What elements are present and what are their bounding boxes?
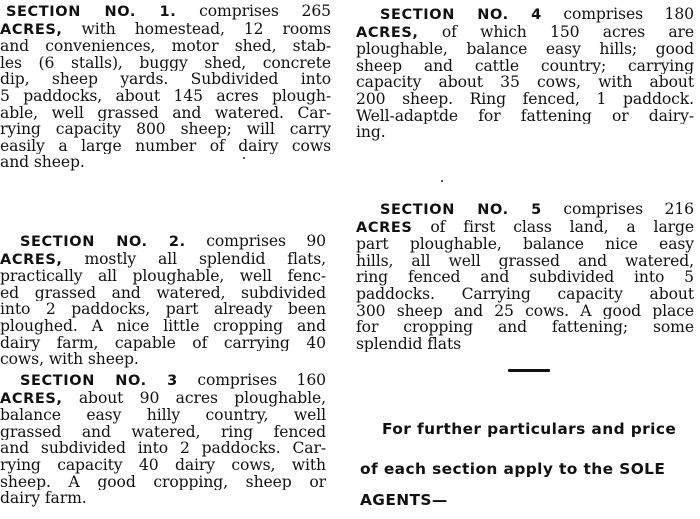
section-2-line-8: cows, with sheep.: [0, 351, 139, 368]
section-2-line-7: dairy farm, capable of carrying 40: [0, 334, 326, 352]
section-4-line-1: SECTION NO. 4 comprises 180: [380, 6, 694, 23]
section-2-line-5: into 2 paddocks, part already been: [0, 301, 326, 318]
section-3-line-3: balance easy hilly country, well: [0, 407, 326, 424]
divider-rule: [508, 369, 550, 372]
section-5-line-2: ACRES of first class land, a large: [356, 218, 694, 236]
section-2-line-3: practically all ploughable, well fenc-: [0, 268, 326, 285]
section-1-heading: SECTION NO. 1.: [6, 4, 177, 20]
section-4-line-8: ing.: [356, 124, 386, 141]
section-1-line-6: 5 paddocks, about 145 acres plough-: [0, 87, 331, 105]
section-1-line-3: and conveniences, motor shed, stab-: [0, 38, 331, 55]
section-5-line-7: 300 sheep and 25 cows. A good place: [356, 302, 694, 320]
section-3-line-7: sheep. A good cropping, sheep or: [0, 473, 326, 491]
section-5-line-1: SECTION NO. 5 comprises 216: [380, 201, 694, 218]
acres-label: ACRES,: [356, 24, 419, 41]
section-4-heading: SECTION NO. 4: [380, 7, 542, 23]
section-2-line-4: ed grassed and watered, subdivided: [0, 284, 326, 302]
section-1-line-9: easily a large number of dairy cows: [0, 137, 331, 155]
section-5-paragraph: [356, 201, 694, 352]
section-2-line-1: SECTION NO. 2. comprises 90: [20, 233, 326, 250]
section-5-line-4: hills, all well grassed and watered,: [356, 252, 694, 270]
section-4-line-4: sheep and cattle country; carrying: [356, 57, 694, 75]
section-3-line-5: and subdivided into 2 paddocks. Car-: [0, 440, 326, 457]
print-speck: [243, 157, 245, 159]
section-1-line-1: SECTION NO. 1. comprises 265: [6, 3, 331, 20]
section-3-heading: SECTION NO. 3: [20, 373, 178, 389]
footer-line-1: For further particulars and price: [382, 420, 677, 438]
section-4-line-2: ACRES, of which 150 acres are: [356, 23, 694, 41]
section-5-line-5: ring fenced and subdivided into 5: [356, 269, 694, 286]
section-2-heading: SECTION NO. 2.: [20, 234, 186, 250]
section-5-heading: SECTION NO. 5: [380, 202, 542, 218]
section-3-line-2: ACRES, about 90 acres ploughable,: [0, 389, 326, 407]
section-4-paragraph: [356, 6, 694, 141]
section-3-paragraph: [0, 372, 326, 507]
section-4-line-3: ploughable, balance easy hills; good: [356, 41, 694, 58]
section-5-line-6: paddocks. Carrying capacity about: [356, 285, 694, 303]
section-2-line-6: ploughed. A nice little cropping and: [0, 317, 326, 335]
section-1-line-4: les (6 stalls), buggy shed, concrete: [0, 54, 331, 72]
section-4-line-6: 200 sheep. Ring fenced, 1 paddock.: [356, 90, 694, 108]
acres-label: ACRES,: [0, 251, 63, 268]
print-speck: [441, 180, 443, 182]
section-3-line-4: grassed and watered, ring fenced: [0, 423, 326, 441]
section-1-line-10: and sheep.: [0, 154, 85, 171]
acres-label: ACRES,: [0, 390, 63, 407]
section-4-line-5: capacity about 35 cows, with about: [356, 74, 694, 91]
section-1-line-2: ACRES, with homestead, 12 rooms: [0, 20, 331, 38]
section-2-paragraph: [0, 233, 326, 368]
footer-line-2: of each section apply to the SOLE: [360, 460, 666, 478]
section-1-line-7: able, well grassed and watered. Car-: [0, 104, 331, 122]
section-1-paragraph: [0, 3, 331, 171]
acres-label-plain: ACRES: [356, 219, 413, 236]
section-3-line-8: dairy farm.: [0, 490, 87, 507]
section-1-line-5: dip, sheep yards. Subdivided into: [0, 71, 331, 88]
section-3-line-1: SECTION NO. 3 comprises 160: [20, 372, 326, 389]
section-2-line-2: ACRES, mostly all splendid flats,: [0, 250, 326, 268]
section-3-line-6: rying capacity 40 dairy cows, with: [0, 456, 326, 474]
section-5-line-8: for cropping and fattening; some: [356, 319, 694, 336]
acres-label: ACRES,: [0, 21, 63, 38]
section-4-line-7: Well-adaptde for fattening or dairy-: [356, 107, 694, 125]
section-5-line-3: part ploughable, balance nice easy: [356, 236, 694, 253]
section-5-line-9: splendid flats: [356, 335, 462, 353]
footer-line-3: AGENTS—: [360, 491, 448, 509]
section-1-line-8: rying capacity 800 sheep; will carry: [0, 121, 331, 138]
